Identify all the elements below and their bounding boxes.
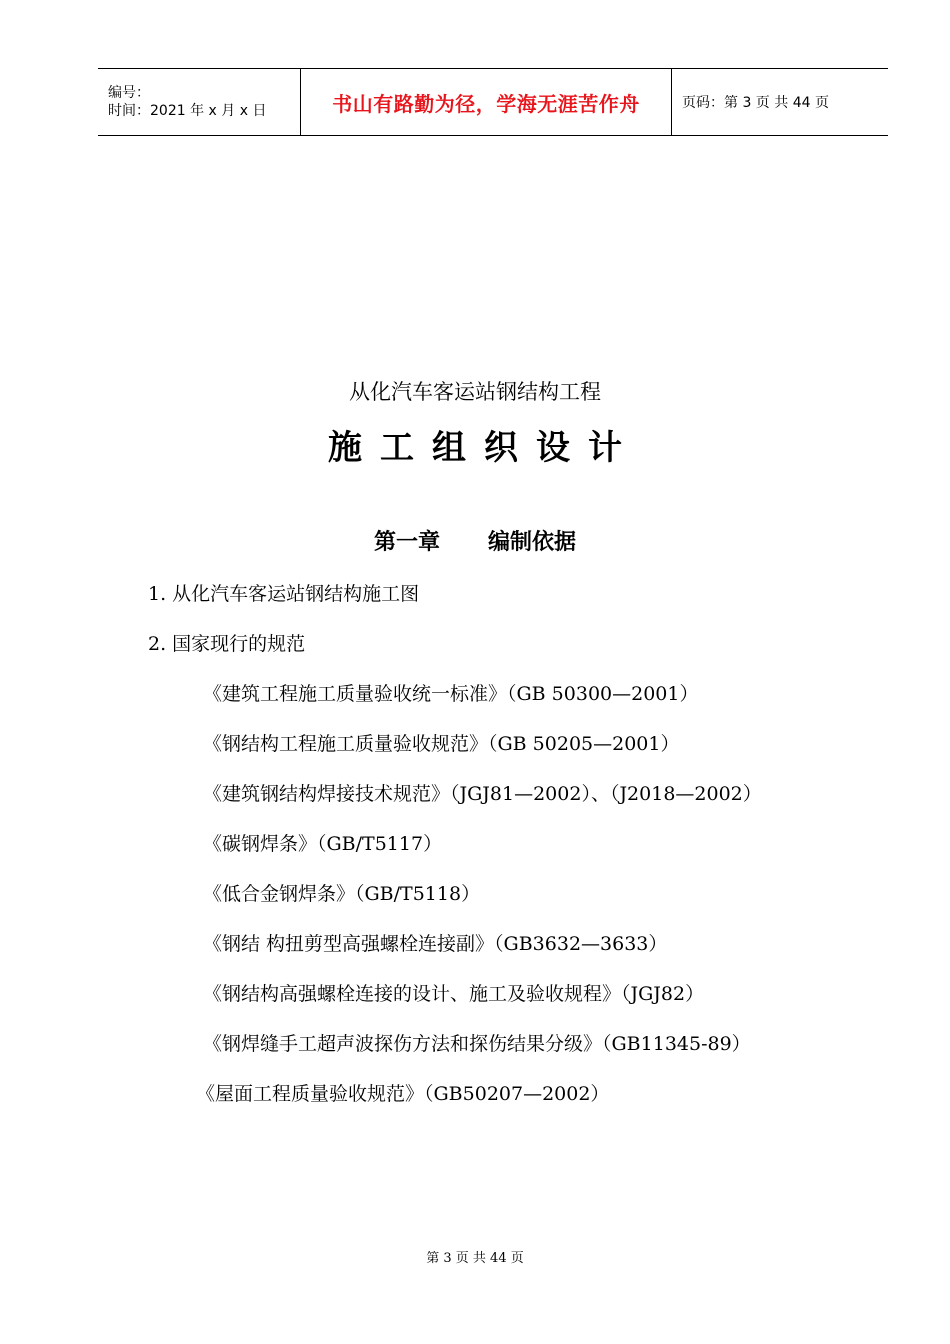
standard-item: 《低合金钢焊条》（GB/T5118） — [203, 883, 481, 905]
standard-item: 《钢结构高强螺栓连接的设计、施工及验收规程》（JGJ82） — [203, 983, 705, 1005]
page-info-text: 页码：第 3 页 共 44 页 — [682, 95, 829, 111]
header-motto-cell — [300, 69, 672, 135]
standard-item: 《钢焊缝手工超声波探伤方法和探伤结果分级》（GB11345-89） — [203, 1033, 751, 1055]
header-meta — [98, 69, 300, 135]
standard-item: 《建筑钢结构焊接技术规范》（JGJ81—2002）、（J2018—2002） — [203, 783, 762, 805]
standard-item: 《屋面工程质量验收规范》（GB50207—2002） — [196, 1083, 610, 1105]
standard-item: 《建筑工程施工质量验收统一标准》（GB 50300—2001） — [203, 683, 699, 705]
chapter-number: 第一章 — [373, 530, 440, 555]
motto-text: 书山有路勤为径，学海无涯苦作舟 — [332, 91, 640, 116]
chapter-heading — [0, 525, 950, 556]
number-label: 编号： — [108, 85, 150, 101]
document-subtitle: 从化汽车客运站钢结构工程 — [349, 380, 601, 404]
page-header — [98, 68, 888, 136]
standard-item: 《碳钢焊条》（GB/T5117） — [203, 833, 443, 855]
standard-item: 《钢结构工程施工质量验收规范》（GB 50205—2001） — [203, 733, 680, 755]
standard-item: 《钢结 构扭剪型高强螺栓连接副》（GB3632—3633） — [203, 933, 668, 955]
time-label: 时间：2021 年 x 月 x 日 — [108, 103, 267, 119]
list-item: 2. 国家现行的规范 — [148, 633, 306, 655]
chapter-title: 编制依据 — [488, 530, 577, 555]
document-title: 施工组织设计 — [328, 428, 640, 468]
header-page-info — [672, 69, 888, 135]
page-footer: 第 3 页 共 44 页 — [426, 1251, 524, 1266]
list-item: 1. 从化汽车客运站钢结构施工图 — [148, 583, 420, 605]
